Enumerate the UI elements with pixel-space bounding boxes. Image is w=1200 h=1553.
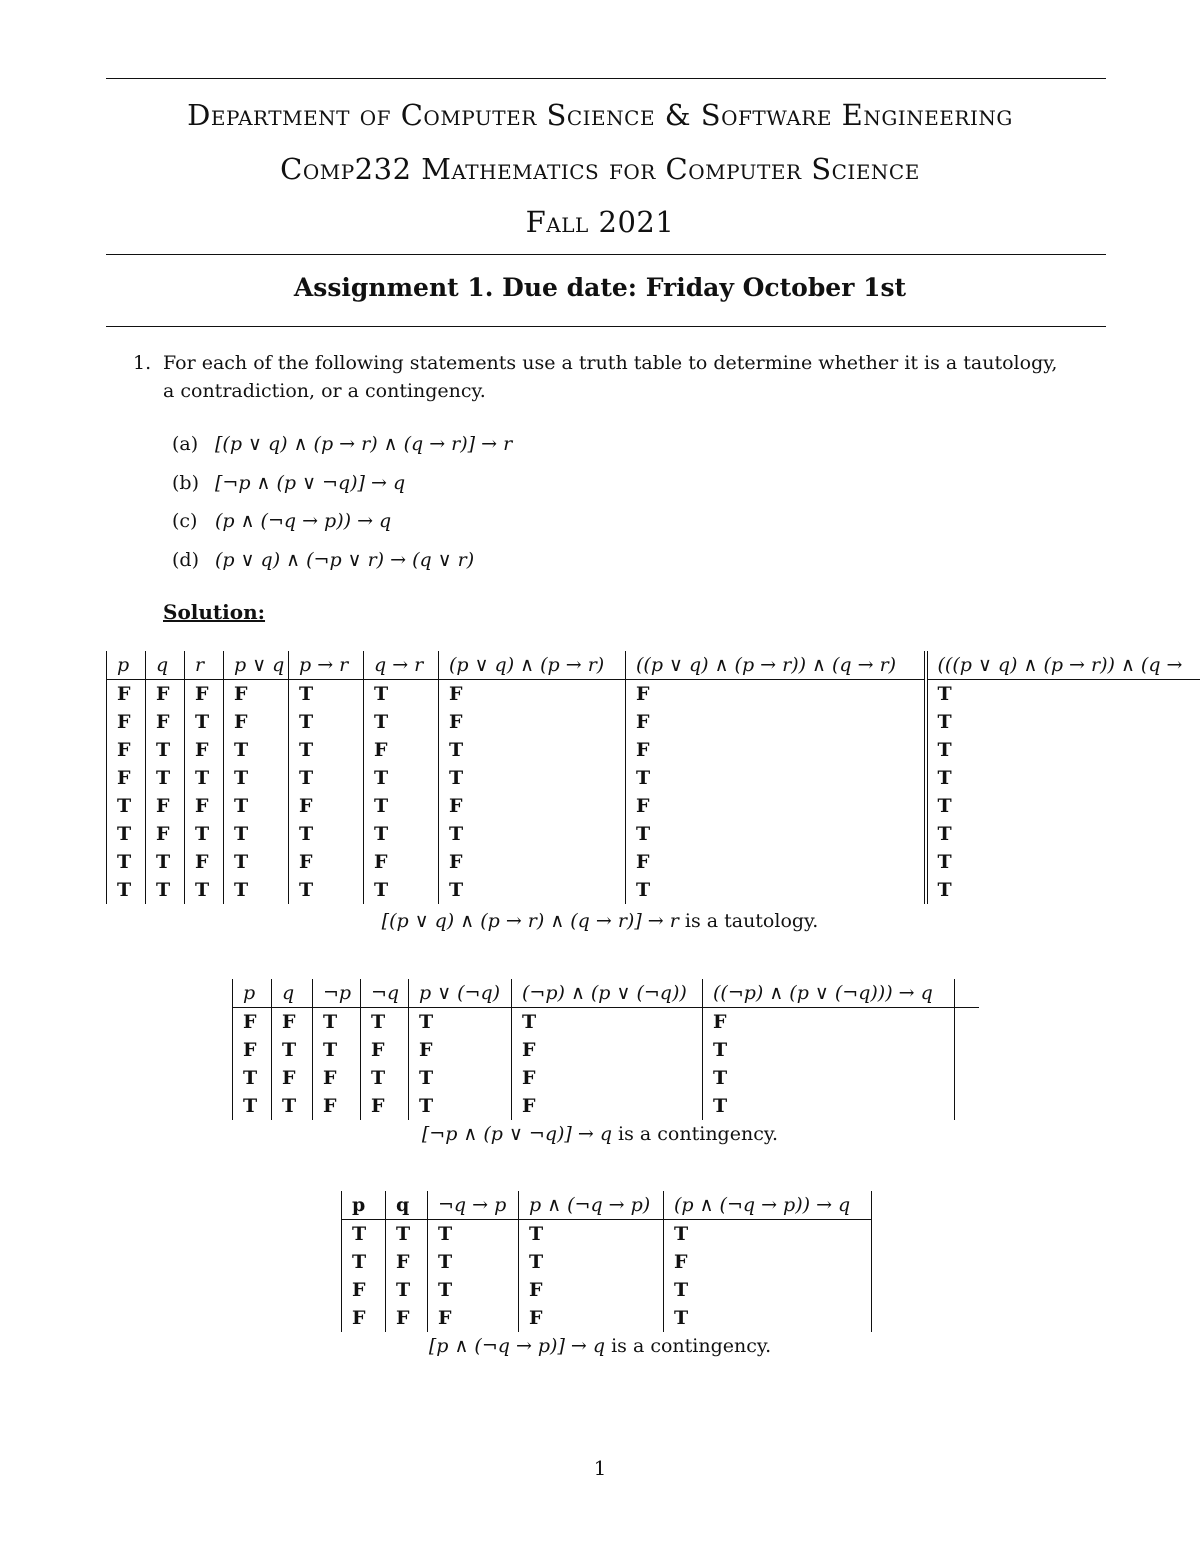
table-cell: T	[107, 876, 146, 904]
table-c-header: (p ∧ (¬q → p)) → q	[664, 1191, 872, 1220]
table-cell: T	[703, 1064, 955, 1092]
table-cell: T	[185, 876, 224, 904]
table-cell: F	[626, 792, 926, 820]
table-cell: F	[664, 1248, 872, 1276]
table-cell: T	[289, 820, 364, 848]
table-cell: T	[626, 820, 926, 848]
table-spacer-cell	[955, 1064, 979, 1092]
table-cell: T	[626, 764, 926, 792]
table-a-header: r	[185, 651, 224, 680]
part-b-label: (b)	[172, 472, 199, 494]
table-cell: T	[926, 764, 1200, 792]
table-row	[342, 1220, 872, 1249]
solution-heading: Solution:	[163, 600, 266, 624]
table-cell: T	[313, 1036, 361, 1064]
table-cell: F	[361, 1036, 409, 1064]
part-d-formula: (p ∨ q) ∧ (¬p ∨ r) → (q ∨ r)	[215, 549, 475, 571]
table-a-conclusion	[0, 910, 1200, 932]
table-cell: T	[364, 708, 439, 736]
truth-table-a	[106, 651, 1200, 904]
table-cell: T	[703, 1036, 955, 1064]
table-cell: F	[107, 736, 146, 764]
table-cell: F	[146, 820, 185, 848]
table-cell: T	[439, 876, 626, 904]
table-c-header: q	[386, 1191, 428, 1220]
table-row	[233, 1092, 979, 1120]
table-cell: T	[272, 1092, 313, 1120]
table-cell: F	[626, 680, 926, 709]
table-spacer-cell	[955, 1036, 979, 1064]
table-cell: F	[626, 736, 926, 764]
table-row	[342, 1276, 872, 1304]
table-cell: T	[926, 876, 1200, 904]
table-cell: F	[519, 1304, 664, 1332]
table-cell: F	[342, 1304, 386, 1332]
table-b-conclusion-formula: [¬p ∧ (p ∨ ¬q)] → q	[421, 1123, 613, 1145]
table-cell: F	[386, 1248, 428, 1276]
table-row	[107, 708, 1200, 736]
part-d-label: (d)	[172, 549, 199, 571]
table-c-header: p ∧ (¬q → p)	[519, 1191, 664, 1220]
table-b-header: ((¬p) ∧ (p ∨ (¬q))) → q	[703, 979, 955, 1008]
question-text-line1: For each of the following statements use a truth table to determine whether it is a tautology,	[163, 352, 1058, 374]
part-a-label: (a)	[172, 433, 199, 455]
table-row	[233, 1036, 979, 1064]
table-c-header: ¬q → p	[428, 1191, 519, 1220]
table-cell: F	[185, 792, 224, 820]
table-cell: F	[289, 848, 364, 876]
table-cell: T	[626, 876, 926, 904]
table-cell: T	[409, 1008, 512, 1037]
table-row	[107, 848, 1200, 876]
table-cell: T	[926, 820, 1200, 848]
table-c-header: p	[342, 1191, 386, 1220]
table-cell: F	[146, 708, 185, 736]
table-cell: T	[364, 876, 439, 904]
table-c-conclusion	[0, 1335, 1200, 1357]
table-cell: F	[272, 1008, 313, 1037]
table-row	[107, 736, 1200, 764]
part-b-formula: [¬p ∧ (p ∨ ¬q)] → q	[215, 472, 406, 494]
table-cell: F	[185, 736, 224, 764]
table-a-header: p	[107, 651, 146, 680]
table-cell: F	[313, 1092, 361, 1120]
table-cell: T	[185, 708, 224, 736]
truth-table-c	[341, 1191, 872, 1332]
table-cell: T	[428, 1248, 519, 1276]
table-c-conclusion-formula: [p ∧ (¬q → p)] → q	[428, 1335, 606, 1357]
table-cell: T	[361, 1064, 409, 1092]
table-cell: F	[364, 848, 439, 876]
table-cell: F	[342, 1276, 386, 1304]
table-cell: F	[386, 1304, 428, 1332]
table-cell: T	[409, 1064, 512, 1092]
table-b-header: q	[272, 979, 313, 1008]
table-cell: T	[224, 848, 289, 876]
table-a-header: p ∨ q	[224, 651, 289, 680]
table-cell: F	[439, 680, 626, 709]
table-cell: T	[224, 736, 289, 764]
table-cell: F	[428, 1304, 519, 1332]
page-number: 1	[593, 1456, 607, 1480]
table-row	[107, 876, 1200, 904]
table-b-header: p	[233, 979, 272, 1008]
table-cell: T	[146, 876, 185, 904]
table-row	[107, 764, 1200, 792]
table-cell: T	[233, 1064, 272, 1092]
table-a-header: q → r	[364, 651, 439, 680]
table-b-header: (¬p) ∧ (p ∨ (¬q))	[512, 979, 703, 1008]
table-cell: T	[342, 1220, 386, 1249]
table-cell: T	[428, 1220, 519, 1249]
table-cell: T	[342, 1248, 386, 1276]
table-cell: T	[926, 708, 1200, 736]
table-cell: T	[386, 1220, 428, 1249]
table-cell: F	[107, 680, 146, 709]
table-c-conclusion-text: is a contingency.	[605, 1335, 772, 1357]
table-cell: F	[146, 792, 185, 820]
table-cell: T	[364, 764, 439, 792]
table-a-header: (p ∨ q) ∧ (p → r)	[439, 651, 626, 680]
table-cell: T	[926, 792, 1200, 820]
table-cell: T	[664, 1220, 872, 1249]
table-cell: T	[926, 680, 1200, 709]
table-cell: T	[364, 820, 439, 848]
table-cell: T	[272, 1036, 313, 1064]
table-cell: F	[512, 1036, 703, 1064]
table-row	[342, 1248, 872, 1276]
table-cell: T	[428, 1276, 519, 1304]
table-cell: T	[107, 820, 146, 848]
table-cell: F	[313, 1064, 361, 1092]
table-cell: T	[289, 708, 364, 736]
table-cell: T	[146, 848, 185, 876]
table-cell: F	[512, 1092, 703, 1120]
table-cell: T	[289, 736, 364, 764]
table-cell: F	[224, 708, 289, 736]
question-number: 1.	[133, 352, 152, 374]
part-c-label: (c)	[172, 510, 198, 532]
table-cell: T	[439, 764, 626, 792]
table-cell: T	[926, 848, 1200, 876]
table-cell: T	[364, 680, 439, 709]
table-cell: T	[439, 820, 626, 848]
table-cell: F	[107, 764, 146, 792]
table-cell: T	[146, 736, 185, 764]
table-cell: T	[386, 1276, 428, 1304]
table-cell: T	[703, 1092, 955, 1120]
table-cell: T	[289, 764, 364, 792]
table-cell: F	[703, 1008, 955, 1037]
course-title: Comp232 Mathematics for Computer Science	[280, 152, 920, 186]
table-cell: F	[361, 1092, 409, 1120]
table-cell: T	[185, 820, 224, 848]
table-cell: F	[233, 1036, 272, 1064]
table-b-conclusion	[0, 1123, 1200, 1145]
table-cell: T	[289, 876, 364, 904]
table-cell: F	[512, 1064, 703, 1092]
table-cell: T	[664, 1276, 872, 1304]
table-row	[233, 1008, 979, 1037]
table-cell: T	[409, 1092, 512, 1120]
table-cell: F	[439, 708, 626, 736]
table-b-header: ¬q	[361, 979, 409, 1008]
table-cell: F	[519, 1276, 664, 1304]
table-a-conclusion-formula: [(p ∨ q) ∧ (p → r) ∧ (q → r)] → r	[381, 910, 679, 932]
table-cell: F	[107, 708, 146, 736]
table-a-conclusion-text: is a tautology.	[678, 910, 819, 932]
table-row	[107, 820, 1200, 848]
table-cell: T	[289, 680, 364, 709]
table-cell: T	[313, 1008, 361, 1037]
table-a-header: q	[146, 651, 185, 680]
table-c-header-row	[342, 1191, 872, 1220]
table-b-header: p ∨ (¬q)	[409, 979, 512, 1008]
department-title: Department of Computer Science & Software Engineering	[187, 98, 1013, 132]
table-row	[342, 1304, 872, 1332]
table-cell: F	[185, 680, 224, 709]
table-cell: F	[409, 1036, 512, 1064]
part-a-formula: [(p ∨ q) ∧ (p → r) ∧ (q → r)] → r	[215, 433, 513, 455]
table-cell: T	[224, 764, 289, 792]
term-title: Fall 2021	[525, 205, 675, 239]
table-row	[233, 1064, 979, 1092]
table-cell: F	[364, 736, 439, 764]
table-b-header: ¬p	[313, 979, 361, 1008]
table-b-spacer	[955, 979, 979, 1008]
table-cell: F	[439, 848, 626, 876]
table-spacer-cell	[955, 1092, 979, 1120]
table-cell: F	[224, 680, 289, 709]
table-cell: F	[626, 848, 926, 876]
table-cell: T	[224, 820, 289, 848]
table-cell: T	[926, 736, 1200, 764]
part-c-formula: (p ∧ (¬q → p)) → q	[215, 510, 392, 532]
table-cell: F	[439, 792, 626, 820]
table-spacer-cell	[955, 1008, 979, 1037]
table-cell: T	[233, 1092, 272, 1120]
table-cell: F	[272, 1064, 313, 1092]
table-b-conclusion-text: is a contingency.	[612, 1123, 779, 1145]
table-cell: F	[233, 1008, 272, 1037]
table-cell: T	[519, 1248, 664, 1276]
table-cell: T	[107, 792, 146, 820]
table-b-header-row	[233, 979, 979, 1008]
table-cell: T	[361, 1008, 409, 1037]
truth-table-b	[232, 979, 979, 1120]
table-cell: T	[185, 764, 224, 792]
table-cell: T	[107, 848, 146, 876]
table-a-header-row	[107, 651, 1200, 680]
table-cell: T	[664, 1304, 872, 1332]
table-cell: F	[185, 848, 224, 876]
table-a-header: ((p ∨ q) ∧ (p → r)) ∧ (q → r)	[626, 651, 926, 680]
table-cell: T	[364, 792, 439, 820]
table-cell: F	[289, 792, 364, 820]
table-cell: T	[224, 876, 289, 904]
question-text-line2: a contradiction, or a contingency.	[163, 380, 486, 402]
table-cell: F	[146, 680, 185, 709]
table-cell: T	[512, 1008, 703, 1037]
table-cell: T	[439, 736, 626, 764]
table-cell: T	[519, 1220, 664, 1249]
assignment-title: Assignment 1. Due date: Friday October 1st	[293, 273, 907, 302]
table-row	[107, 680, 1200, 709]
table-a-header: (((p ∨ q) ∧ (p → r)) ∧ (q →	[926, 651, 1200, 680]
table-row	[107, 792, 1200, 820]
table-cell: T	[146, 764, 185, 792]
table-a-header: p → r	[289, 651, 364, 680]
table-cell: T	[224, 792, 289, 820]
table-cell: F	[626, 708, 926, 736]
